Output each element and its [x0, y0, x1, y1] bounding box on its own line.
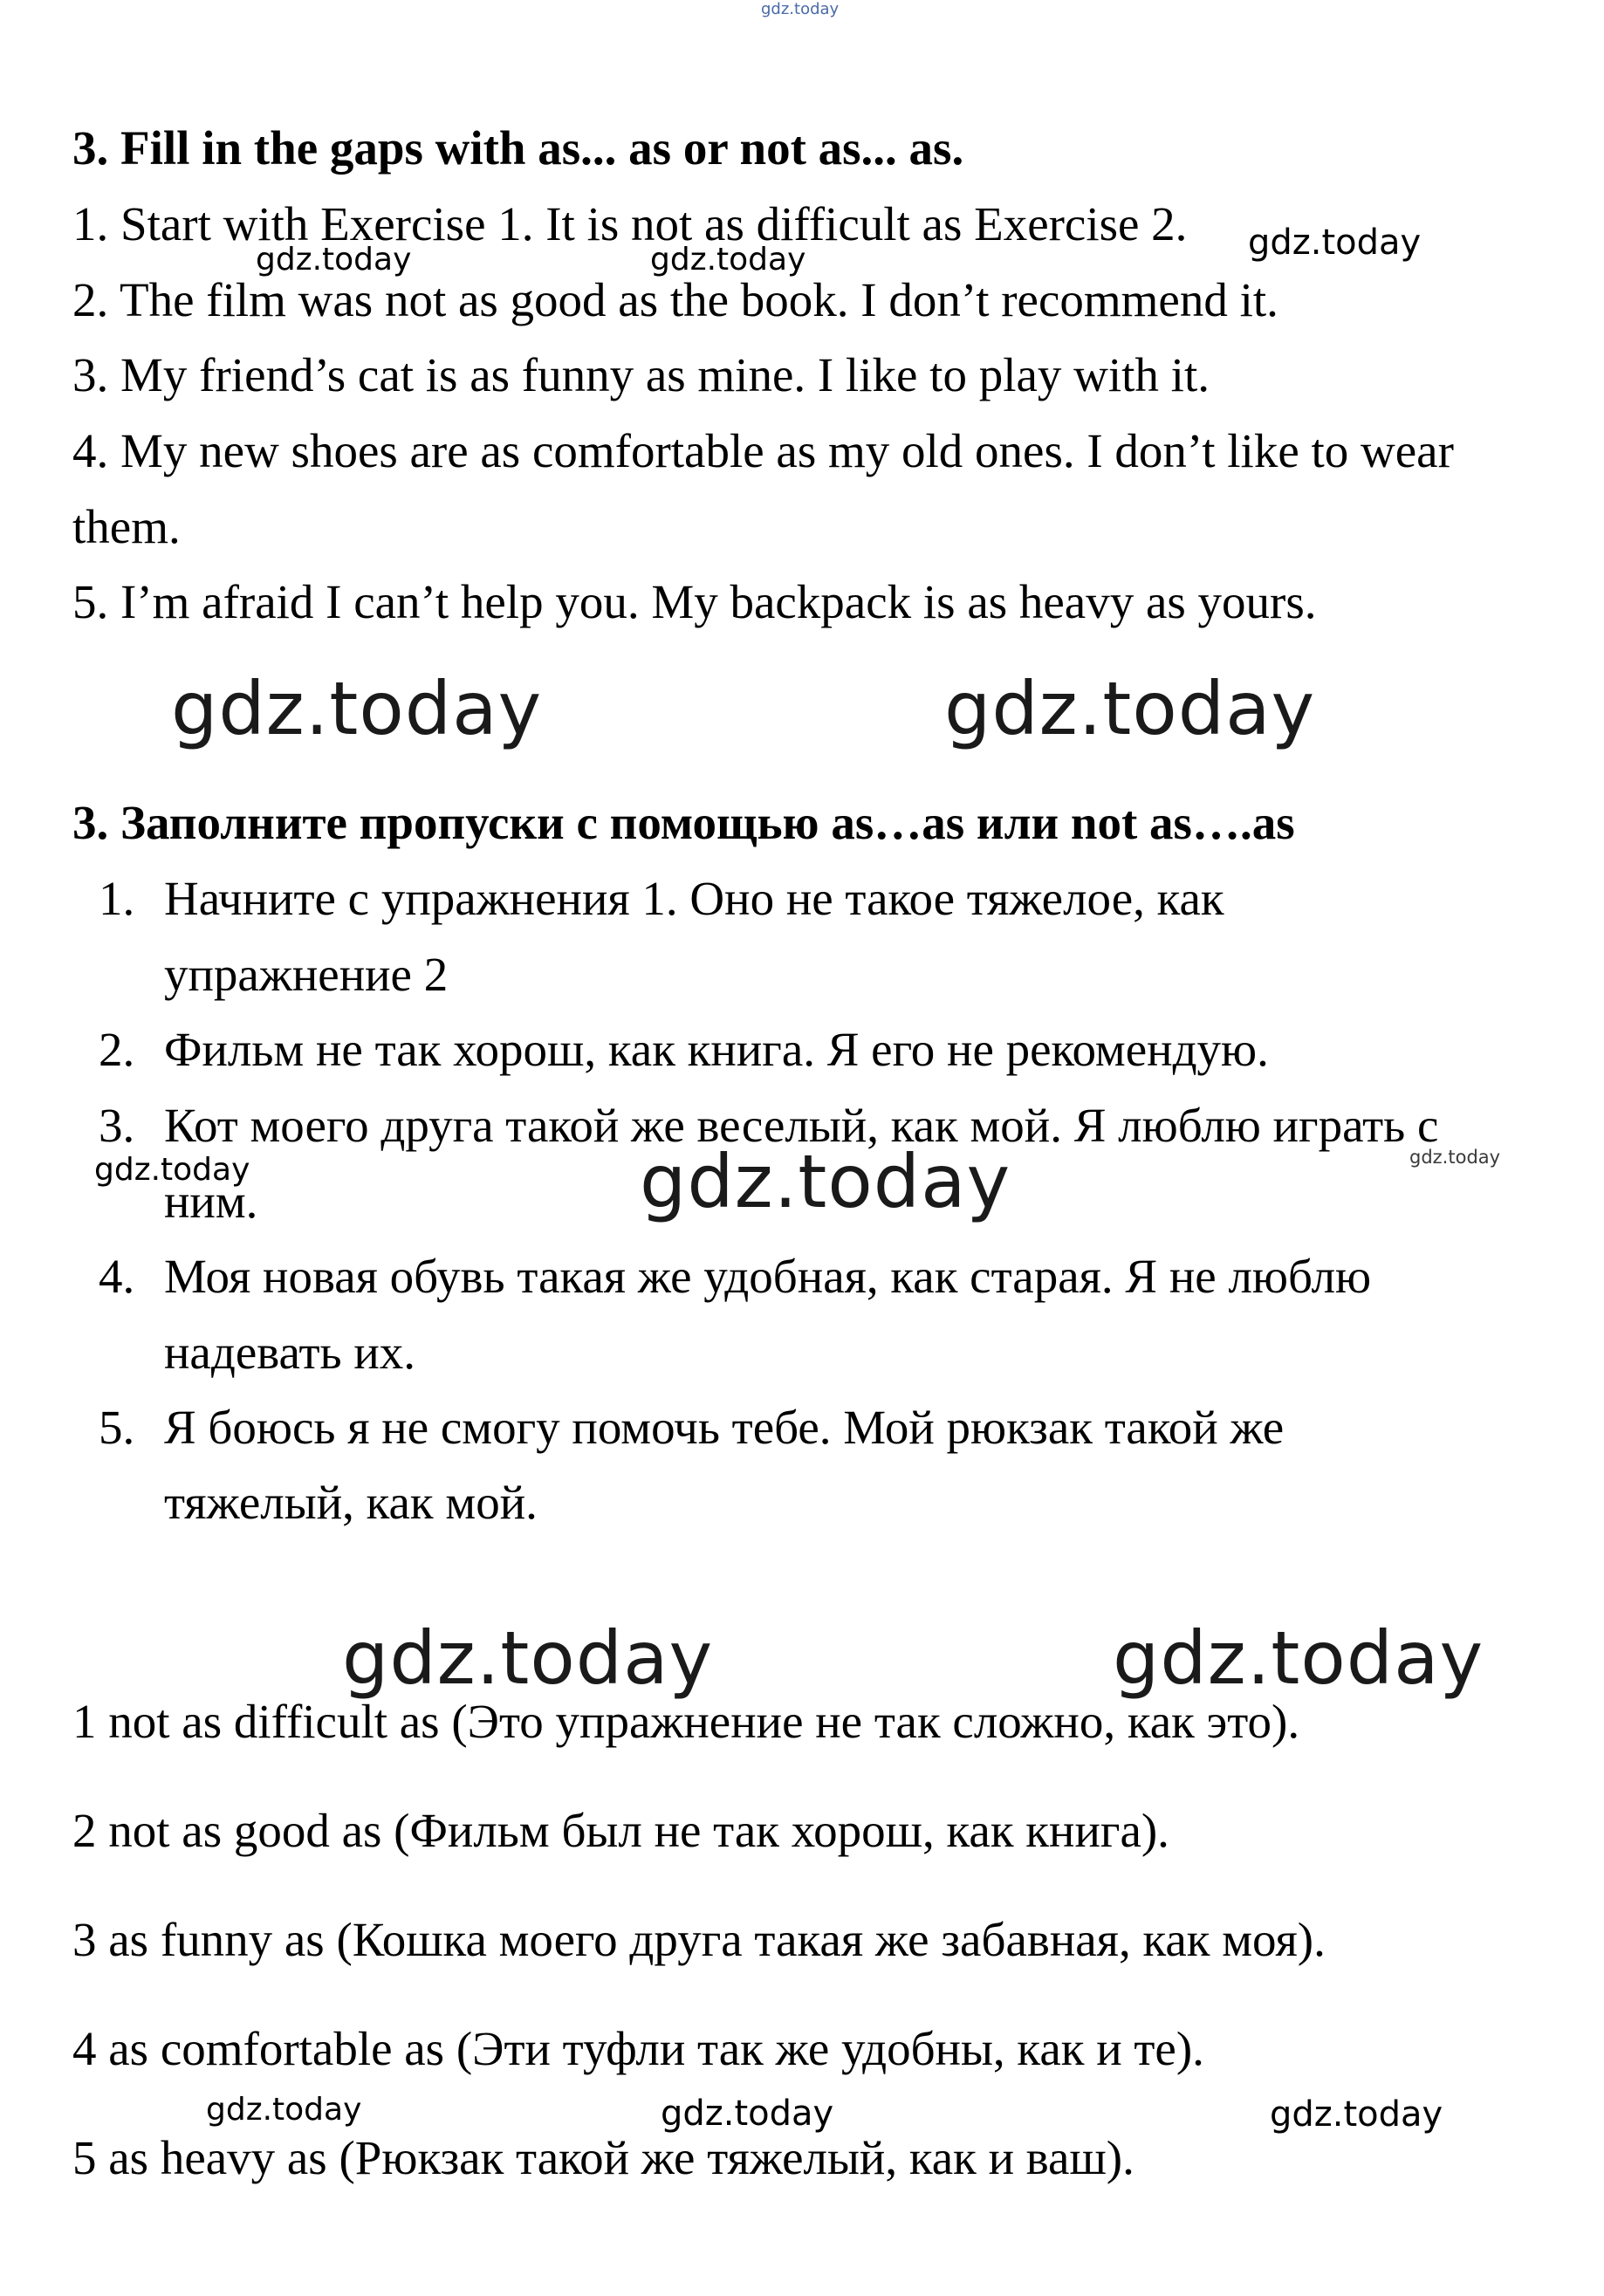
list-item-text: ним. — [164, 1175, 258, 1228]
answer-line: 2 not as good as (Фильм был не так хорош, как книга). — [72, 1804, 1169, 1857]
answer-line: 1 not as difficult as (Это упражнение не так сложно, как это). — [72, 1695, 1300, 1748]
list-item-text: Я боюсь я не смогу помочь тебе. Мой рюкзак такой же — [164, 1401, 1285, 1454]
list-item-text: тяжелый, как мой. — [164, 1476, 538, 1529]
exercise-item: 2. The film was not as good as the book. I don’t recommend it. — [72, 273, 1278, 326]
watermark: gdz.today — [206, 2092, 362, 2128]
exercise-item-continuation: them. — [72, 500, 181, 553]
list-item-text: надевать их. — [164, 1326, 416, 1379]
list-number: 2. — [99, 1023, 135, 1076]
list-item-text: упражнение 2 — [164, 948, 449, 1001]
watermark: gdz.today — [661, 2094, 834, 2134]
list-number: 4. — [99, 1250, 135, 1303]
list-number: 5. — [99, 1401, 135, 1454]
answer-line: 5 as heavy as (Рюкзак такой же тяжелый, как и ваш). — [72, 2131, 1134, 2184]
answer-line: 3 as funny as (Кошка моего друга такая же забавная, как моя). — [72, 1913, 1326, 1966]
watermark: gdz.today — [171, 666, 543, 751]
watermark: gdz.today — [944, 666, 1316, 751]
watermark: gdz.today — [1248, 223, 1422, 263]
list-item-text: Фильм не так хорош, как книга. Я его не рекомендую. — [164, 1023, 1269, 1076]
list-item-text: Начните с упражнения 1. Оно не такое тяжелое, как — [164, 872, 1224, 925]
exercise-item: 1. Start with Exercise 1. It is not as difficult as Exercise 2. — [72, 197, 1188, 250]
exercise-item: 3. My friend’s cat is as funny as mine. I like to play with it. — [72, 348, 1210, 401]
watermark: gdz.today — [94, 1152, 250, 1188]
list-item-text: Кот моего друга такой же веселый, как мой. Я люблю играть с — [164, 1099, 1439, 1152]
list-number: 1. — [99, 872, 135, 925]
watermark: gdz.today — [650, 242, 806, 278]
exercise-item: 5. I’m afraid I can’t help you. My backpack is as heavy as yours. — [72, 575, 1317, 628]
list-number: 3. — [99, 1099, 135, 1152]
list-item-text: Моя новая обувь такая же удобная, как старая. Я не люблю — [164, 1250, 1372, 1303]
watermark: gdz.today — [342, 1615, 714, 1701]
watermark-top: gdz.today — [761, 0, 840, 18]
watermark: gdz.today — [640, 1139, 1011, 1224]
watermark: gdz.today — [1409, 1147, 1501, 1168]
exercise-item: 4. My new shoes are as comfortable as my old ones. I don’t like to wear — [72, 424, 1454, 477]
watermark: gdz.today — [256, 242, 412, 278]
answer-line: 4 as comfortable as (Эти туфли так же удобны, как и те). — [72, 2022, 1204, 2075]
watermark: gdz.today — [1270, 2094, 1443, 2135]
watermark: gdz.today — [1113, 1615, 1484, 1701]
exercise-heading-ru: 3. Заполните пропуски с помощью as…as или not as….as — [72, 796, 1295, 849]
exercise-heading-en: 3. Fill in the gaps with as... as or not as... as. — [72, 121, 964, 175]
